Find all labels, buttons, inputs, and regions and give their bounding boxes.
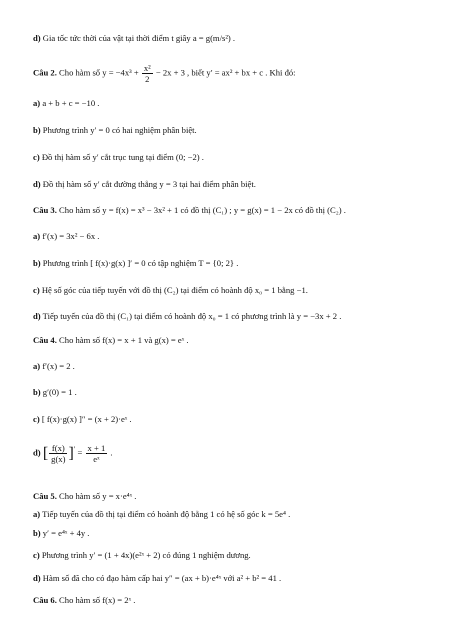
lhs-fraction: $\frac{f(x)}{g(x)}$ (51, 443, 66, 464)
q4-option-b: b) g′(0) = 1 . (33, 387, 77, 397)
q3-option-d: d) Tiếp tuyến của đồ thị (C₁) tại điểm có hoành độ x₀ = 1 có phương trình là y = −3x + 2 . (33, 311, 342, 321)
question-2: Câu 2. Cho hàm số y = −4x³ + $\frac{\text{x²}}{2}$ − 2x + 3 , biết y′ = ax² + bx + c . Khi đó: (33, 63, 296, 84)
q5-option-b: b) y′ = e⁴ˣ + 4y . (33, 528, 90, 538)
question-3: Câu 3. Cho hàm số y = f(x) = x³ − 3x² + 1 có đồ thị (C₁) ; y = g(x) = 1 − 2x có đồ thị (C₂) . (33, 205, 346, 215)
q2-option-a: a) a + b + c = −10 . (33, 98, 100, 108)
rhs-fraction: $\frac{x + 1}{\text{eˣ}}$ (87, 443, 106, 464)
q2-option-c: c) Đồ thị hàm số y′ cắt trục tung tại điểm (0; −2) . (33, 152, 204, 162)
q5-option-d: d) Hàm số đã cho có đạo hàm cấp hai y″ = (ax + b)·e⁴ˣ với a² + b² = 41 . (33, 573, 282, 583)
question-6: Câu 6. Cho hàm số f(x) = 2ˣ . (33, 595, 136, 605)
q4-option-a: a) f′(x) = 2 . (33, 361, 75, 371)
q2-option-b: b) Phương trình y′ = 0 có hai nghiệm phân biệt. (33, 125, 197, 135)
q2-option-d: d) Đồ thị hàm số y′ cắt đường thẳng y = 3 tại hai điểm phân biệt. (33, 179, 256, 189)
q3-option-c: c) Hệ số góc của tiếp tuyến với đồ thị (C₂) tại điểm có hoành độ x₀ = 1 bằng −1. (33, 285, 308, 295)
fraction: $\frac{\text{x²}}{2}$ (143, 63, 151, 84)
q3-option-a: a) f′(x) = 3x² − 6x . (33, 231, 100, 241)
q4-option-d: d) [ $\frac{f(x)}{g(x)}$ ]′ = $\frac{x + 1}{\text{eˣ}}$ . (33, 443, 113, 464)
question-5: Câu 5. Cho hàm số y = x·e⁴ˣ . (33, 491, 137, 501)
q3-option-b: b) Phương trình [ f(x)·g(x) ]′ = 0 có tập nghiệm T = {0; 2} . (33, 258, 239, 268)
q1-option-d: d) Gia tốc tức thời của vật tại thời điểm t giây a = g(m/s²) . (33, 33, 236, 43)
question-4: Câu 4. Cho hàm số f(x) = x + 1 và g(x) = eˣ . (33, 335, 189, 345)
q5-option-a: a) Tiếp tuyến của đồ thị tại điểm có hoành độ bằng 1 có hệ số góc k = 5e⁴ . (33, 509, 291, 519)
q5-option-c: c) Phương trình y′ = (1 + 4x)(e²ˣ + 2) có đúng 1 nghiệm dương. (33, 550, 251, 560)
q4-option-c: c) [ f(x)·g(x) ]″ = (x + 2)·eˣ . (33, 414, 132, 424)
